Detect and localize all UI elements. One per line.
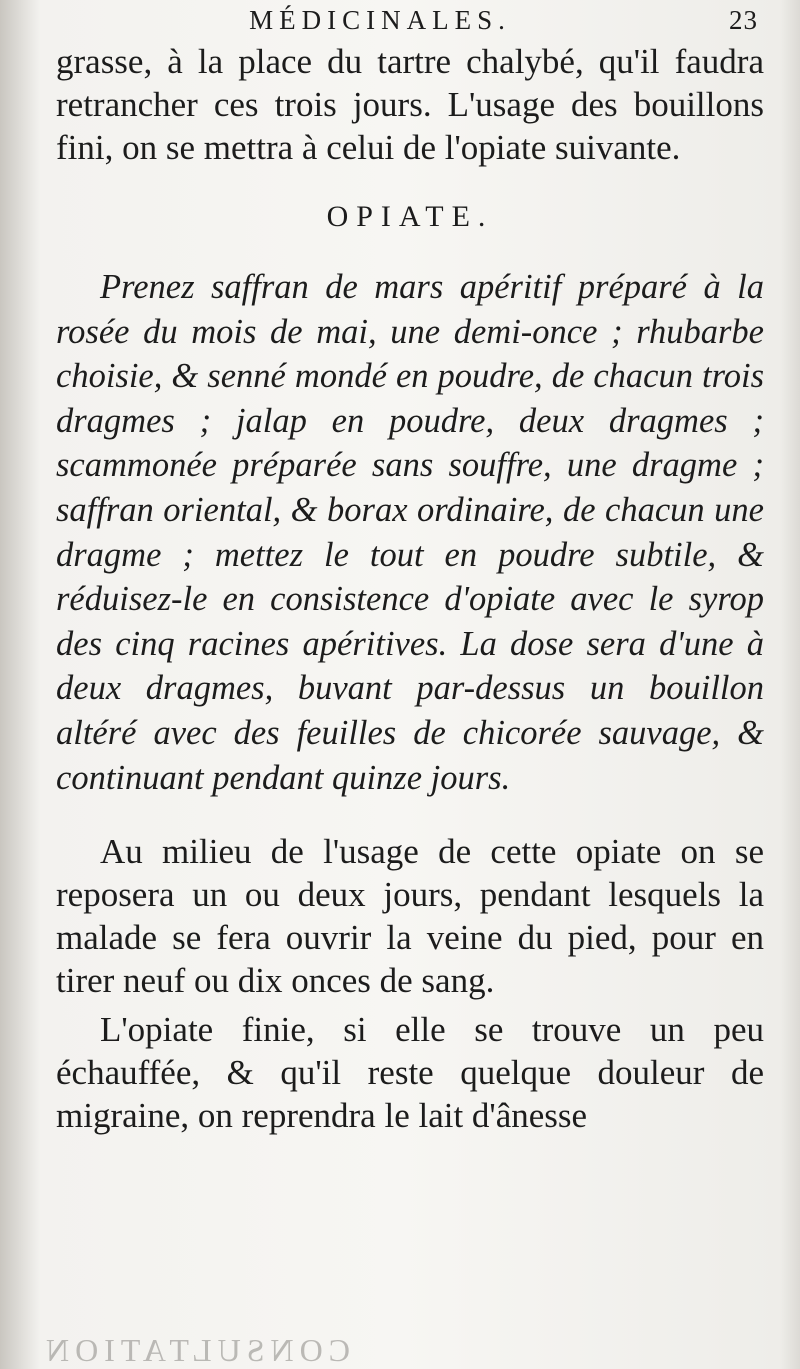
body-paragraph: L'opiate finie, si elle se trouve un peu échauffée, & qu'il reste quelque douleur de migraine, on reprendra le lait d'ânesse [56, 1010, 764, 1136]
running-title: MÉDICINALES. [249, 5, 511, 35]
bleed-through-text: CONSULTATION [40, 1332, 351, 1368]
running-head [56, 0, 764, 40]
body-paragraph: Au milieu de l'usage de cette opiate on se reposera un ou deux jours, pendant lesquels la malade se fera ouvrir la veine du pied, pour en tirer neuf ou dix onces de sang. [56, 832, 764, 1001]
page-body [56, 40, 764, 1137]
recipe-paragraph: Prenez saffran de mars apéritif préparé à la rosée du mois de mai, une demi-once ; rhubarbe choisie, & senné mondé en poudre, de chacun trois dragmes ; jalap en poudre, deux dragmes ; scammonée préparée sans souffre, une dragme ; saffran oriental, & borax ordinaire, de chacun une dragme ; mettez le tout en poudre subtile, & réduisez-le en consistence d'opiate avec le syrop des cinq racines apéritives. La dose sera d'une à deux dragmes, buvant par-dessus un bouillon altéré avec des feuilles de chicorée sauvage, & continuant pendant quinze jours. [56, 268, 764, 797]
page-number: 23 [729, 5, 758, 35]
continued-paragraph: grasse, à la place du tartre chalybé, qu'il faudra retrancher ces trois jours. L'usage des bouillons fini, on se mettra à celui de l'opiate suivante. [56, 42, 764, 167]
section-heading: OPIATE. [326, 200, 494, 233]
